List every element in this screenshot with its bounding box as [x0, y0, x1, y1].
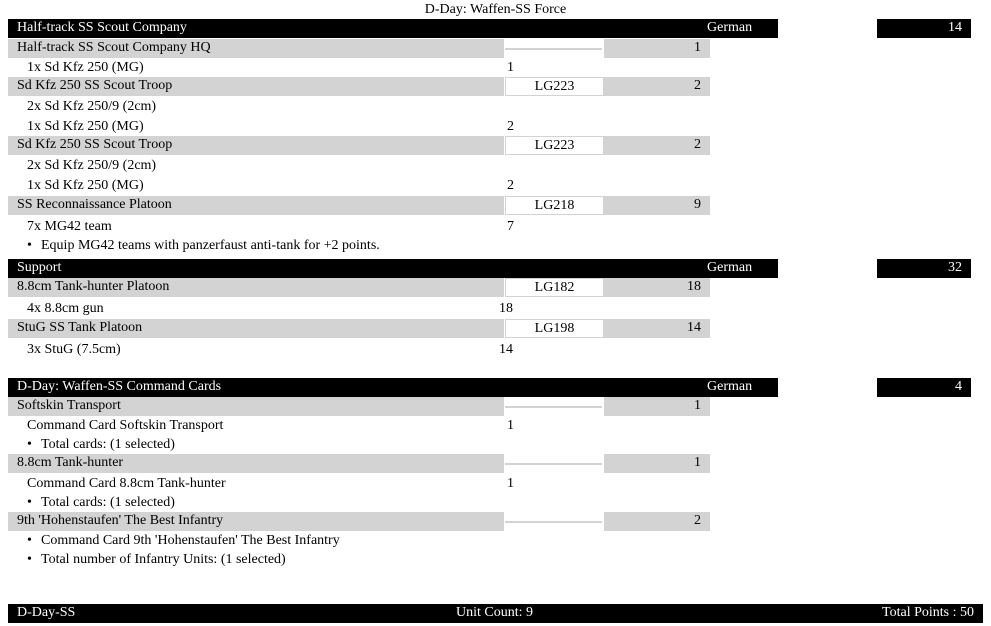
- unit-code: LG223: [505, 136, 604, 155]
- unit-points: 18: [687, 279, 701, 294]
- section-name: Support: [17, 260, 62, 275]
- section-nation-cell: [680, 259, 778, 278]
- section-spacer: [778, 259, 877, 278]
- unit-code-empty: [505, 463, 602, 465]
- unit-name: 8.8cm Tank-hunter Platoon: [17, 279, 170, 294]
- unit-code: LG223: [505, 77, 604, 96]
- unit-row: [8, 77, 504, 96]
- unit-row: [8, 278, 504, 297]
- unit-name: SS Reconnaissance Platoon: [17, 197, 172, 212]
- unit-code-empty: [505, 48, 602, 50]
- unit-row: [8, 196, 504, 215]
- unit-row: [8, 136, 504, 155]
- unit-line-count: 1: [507, 476, 514, 491]
- footer-unit-count: Unit Count: 9: [456, 605, 534, 620]
- footer-bar: [8, 604, 983, 623]
- unit-points-cell: [604, 278, 710, 297]
- unit-code: LG198: [505, 319, 604, 338]
- unit-points: 1: [694, 40, 701, 55]
- unit-name: Half-track SS Scout Company HQ: [17, 40, 211, 55]
- unit-row: [8, 39, 504, 58]
- section-points-cell: [877, 19, 971, 38]
- unit-option-bullet: • Total number of Infantry Units: (1 selected): [41, 552, 286, 568]
- section-name: D-Day: Waffen-SS Command Cards: [17, 379, 222, 394]
- unit-points: 2: [694, 513, 701, 528]
- unit-points: 9: [694, 197, 701, 212]
- unit-code: LG218: [505, 196, 604, 215]
- unit-name: Sd Kfz 250 SS Scout Troop: [17, 137, 173, 152]
- unit-option-bullet: • Command Card 9th 'Hohenstaufen' The Best Infantry: [41, 533, 340, 549]
- unit-points-cell: [604, 39, 710, 58]
- unit-line: 1x Sd Kfz 250 (MG): [27, 60, 144, 75]
- unit-points-cell: [604, 196, 710, 215]
- unit-code-empty: [505, 406, 602, 408]
- unit-line-count: 1: [507, 60, 514, 75]
- unit-code-empty: [505, 521, 602, 523]
- unit-line: 3x StuG (7.5cm): [27, 342, 121, 357]
- unit-line: Command Card Softskin Transport: [27, 418, 224, 433]
- unit-name: StuG SS Tank Platoon: [17, 320, 143, 335]
- page-title: D-Day: Waffen-SS Force: [424, 2, 567, 17]
- section-points-cell: [877, 259, 971, 278]
- unit-option-bullet: • Total cards: (1 selected): [41, 437, 175, 453]
- section-nation: German: [707, 379, 753, 394]
- unit-line: 2x Sd Kfz 250/9 (2cm): [27, 99, 157, 114]
- unit-line-count: 1: [507, 418, 514, 433]
- unit-option-bullet: • Total cards: (1 selected): [41, 495, 175, 511]
- section-points: 4: [955, 379, 962, 394]
- section-header: [8, 259, 680, 278]
- unit-points-cell: [604, 512, 710, 531]
- section-nation-cell: [680, 378, 778, 397]
- unit-points-cell: [604, 397, 710, 416]
- section-nation: German: [707, 260, 753, 275]
- footer-total-points: Total Points : 50: [882, 605, 974, 620]
- unit-name: Softskin Transport: [17, 398, 121, 413]
- unit-option-bullet: • Equip MG42 teams with panzerfaust anti-tank for +2 points.: [41, 238, 380, 254]
- section-header: [8, 19, 680, 38]
- section-spacer: [778, 378, 877, 397]
- unit-name: 8.8cm Tank-hunter: [17, 455, 124, 470]
- section-header: [8, 378, 680, 397]
- footer-name: D-Day-SS: [17, 605, 76, 620]
- unit-line: 7x MG42 team: [27, 219, 112, 234]
- unit-line-count: 18: [499, 301, 513, 316]
- unit-points: 2: [694, 137, 701, 152]
- unit-line-count: 14: [499, 342, 513, 357]
- unit-line: 1x Sd Kfz 250 (MG): [27, 119, 144, 134]
- unit-row: [8, 512, 504, 531]
- unit-points-cell: [604, 136, 710, 155]
- unit-points: 2: [694, 78, 701, 93]
- unit-line-count: 2: [507, 119, 514, 134]
- unit-row: [8, 454, 504, 473]
- unit-points: 1: [694, 398, 701, 413]
- unit-row: [8, 397, 504, 416]
- unit-line-count: 2: [507, 178, 514, 193]
- section-nation-cell: [680, 19, 778, 38]
- unit-line: Command Card 8.8cm Tank-hunter: [27, 476, 226, 491]
- section-name: Half-track SS Scout Company: [17, 20, 187, 35]
- section-points-cell: [877, 378, 971, 397]
- unit-code: LG182: [505, 278, 604, 297]
- section-points: 32: [948, 260, 962, 275]
- unit-line-count: 7: [507, 219, 514, 234]
- unit-line: 1x Sd Kfz 250 (MG): [27, 178, 144, 193]
- unit-line: 2x Sd Kfz 250/9 (2cm): [27, 158, 157, 173]
- unit-points-cell: [604, 454, 710, 473]
- unit-points: 14: [687, 320, 701, 335]
- unit-name: 9th 'Hohenstaufen' The Best Infantry: [17, 513, 224, 528]
- unit-points-cell: [604, 319, 710, 338]
- section-points: 14: [948, 20, 962, 35]
- section-nation: German: [707, 20, 753, 35]
- unit-points-cell: [604, 77, 710, 96]
- section-spacer: [778, 19, 877, 38]
- unit-line: 4x 8.8cm gun: [27, 301, 104, 316]
- unit-row: [8, 319, 504, 338]
- unit-points: 1: [694, 455, 701, 470]
- unit-name: Sd Kfz 250 SS Scout Troop: [17, 78, 173, 93]
